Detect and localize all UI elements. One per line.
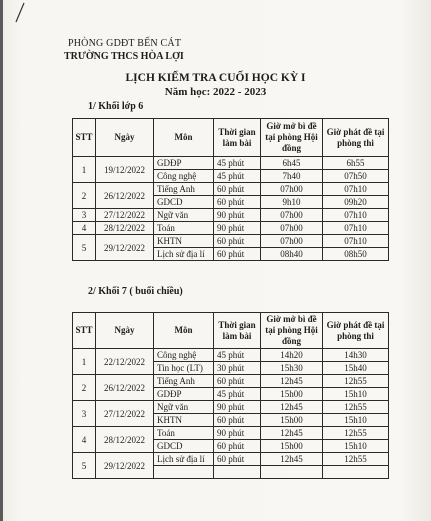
cell-duration: 60 phút: [214, 440, 261, 453]
table-row: [73, 222, 389, 235]
cell-subject: Công nghệ: [154, 170, 214, 183]
cell-duration: 90 phút: [214, 209, 261, 222]
cell-subject: GDĐP: [154, 157, 214, 170]
cell-date: 19/12/2022: [96, 157, 154, 183]
cell-subject: GDCD: [154, 196, 214, 209]
cell-duration: 90 phút: [214, 401, 261, 414]
cell-hand-out-time: 07h10: [323, 235, 389, 248]
cell-subject: Tiếng Anh: [154, 183, 214, 196]
cell-stt: 5: [73, 453, 96, 479]
cell-date: 22/12/2022: [96, 349, 154, 375]
cell-hand-out-time: 12h55: [323, 375, 389, 388]
cell-duration: 90 phút: [214, 427, 261, 440]
cell-hand-out-time: 08h50: [323, 248, 389, 261]
cell-duration: 30 phút: [214, 362, 261, 375]
cell-subject: Tiếng Anh: [154, 375, 214, 388]
cell-date: 27/12/2022: [96, 209, 154, 222]
cell-stt: 4: [73, 427, 96, 453]
cell-subject: [154, 466, 214, 479]
cell-date: 27/12/2022: [96, 401, 154, 427]
cell-subject: Ngữ văn: [154, 209, 214, 222]
cell-date: 29/12/2022: [96, 235, 154, 261]
cell-open-time: 07h00: [261, 235, 323, 248]
table-row: [73, 375, 389, 388]
cell-open-time: 12h45: [261, 401, 323, 414]
cell-stt: 4: [73, 222, 96, 235]
cell-subject: GDĐP: [154, 388, 214, 401]
cell-duration: [214, 466, 261, 479]
cell-hand-out-time: 15h10: [323, 388, 389, 401]
cell-date: 26/12/2022: [96, 375, 154, 401]
table-row: [73, 453, 389, 466]
cell-open-time: 12h45: [261, 427, 323, 440]
cell-duration: 60 phút: [214, 248, 261, 261]
cell-open-time: [261, 466, 323, 479]
cell-hand-out-time: 07h50: [323, 170, 389, 183]
section-heading-grade6: 1/ Khối lớp 6: [88, 101, 144, 112]
col-header-date: Ngày: [96, 313, 154, 349]
cell-stt: 2: [73, 375, 96, 401]
table-row: [73, 349, 389, 362]
cell-subject: Lịch sử địa lí: [154, 248, 214, 261]
cell-duration: 60 phút: [214, 235, 261, 248]
cell-hand-out-time: [323, 466, 389, 479]
cell-subject: Ngữ văn: [154, 401, 214, 414]
cell-hand-out-time: 07h10: [323, 183, 389, 196]
col-header-stt: STT: [73, 313, 96, 349]
cell-date: 29/12/2022: [96, 453, 154, 479]
col-header-hand-out-time: Giờ phát đề tại phòng thi: [323, 119, 389, 157]
cell-hand-out-time: 07h10: [323, 209, 389, 222]
cell-open-time: 07h00: [261, 209, 323, 222]
table-row: [73, 157, 389, 170]
department-name: PHÒNG GDĐT BẾN CÁT: [68, 38, 182, 49]
cell-stt: 5: [73, 235, 96, 261]
cell-duration: 45 phút: [214, 388, 261, 401]
cell-open-time: 7h40: [261, 170, 323, 183]
cell-open-time: 08h40: [261, 248, 323, 261]
col-header-subject: Môn: [154, 119, 214, 157]
table-row: [73, 401, 389, 414]
cell-duration: 45 phút: [214, 157, 261, 170]
cell-open-time: 07h00: [261, 183, 323, 196]
table-row: [73, 235, 389, 248]
cell-duration: 45 phút: [214, 170, 261, 183]
cell-open-time: 12h45: [261, 453, 323, 466]
cell-open-time: 14h20: [261, 349, 323, 362]
cell-duration: 60 phút: [214, 183, 261, 196]
table-row: [73, 209, 389, 222]
cell-duration: 45 phút: [214, 349, 261, 362]
cell-duration: 90 phút: [214, 222, 261, 235]
cell-subject: Tin học (LT): [154, 362, 214, 375]
cell-hand-out-time: 12h55: [323, 401, 389, 414]
cell-hand-out-time: 14h30: [323, 349, 389, 362]
cell-hand-out-time: 6h55: [323, 157, 389, 170]
col-header-open-time: Giờ mở bì đề tại phòng Hội đồng: [261, 119, 323, 157]
cell-date: 28/12/2022: [96, 427, 154, 453]
cell-duration: 60 phút: [214, 196, 261, 209]
cell-stt: 3: [73, 209, 96, 222]
school-year: Năm học: 2022 - 2023: [164, 86, 267, 98]
col-header-stt: STT: [73, 119, 96, 157]
cell-duration: 60 phút: [214, 414, 261, 427]
cell-stt: 2: [73, 183, 96, 209]
col-header-subject: Môn: [154, 313, 214, 349]
cell-stt: 1: [73, 157, 96, 183]
cell-hand-out-time: 15h40: [323, 362, 389, 375]
col-header-duration: Thời gian làm bài: [214, 119, 261, 157]
cell-subject: Toán: [154, 427, 214, 440]
cell-date: 28/12/2022: [96, 222, 154, 235]
cell-open-time: 12h45: [261, 375, 323, 388]
cell-subject: Lịch sử địa lí: [154, 453, 214, 466]
cell-stt: 1: [73, 349, 96, 375]
col-header-duration: Thời gian làm bài: [214, 313, 261, 349]
cell-subject: Toán: [154, 222, 214, 235]
cell-duration: 60 phút: [214, 453, 261, 466]
cell-open-time: 15h30: [261, 362, 323, 375]
col-header-date: Ngày: [96, 119, 154, 157]
table-row: [73, 183, 389, 196]
exam-schedule-table-grade6: [72, 118, 389, 261]
cell-open-time: 15h00: [261, 440, 323, 453]
cell-hand-out-time: 12h55: [323, 453, 389, 466]
exam-schedule-table-grade7: [72, 312, 389, 479]
school-name: TRƯỜNG THCS HÒA LỢI: [64, 51, 184, 62]
cell-hand-out-time: 12h55: [323, 427, 389, 440]
cell-open-time: 6h45: [261, 157, 323, 170]
cell-subject: KHTN: [154, 235, 214, 248]
col-header-open-time: Giờ mở bì đề tại phòng Hội đồng: [261, 313, 323, 349]
cell-hand-out-time: 15h10: [323, 414, 389, 427]
section-heading-grade7: 2/ Khối 7 ( buổi chiều): [88, 286, 183, 297]
col-header-hand-out-time: Giờ phát đề tại phòng thi: [323, 313, 389, 349]
cell-hand-out-time: 07h10: [323, 222, 389, 235]
cell-open-time: 15h00: [261, 388, 323, 401]
cell-hand-out-time: 09h20: [323, 196, 389, 209]
cell-subject: GDCD: [154, 440, 214, 453]
cell-open-time: 07h00: [261, 222, 323, 235]
table-row: [73, 427, 389, 440]
cell-stt: 3: [73, 401, 96, 427]
cell-hand-out-time: 15h10: [323, 440, 389, 453]
cell-date: 26/12/2022: [96, 183, 154, 209]
cell-duration: 60 phút: [214, 375, 261, 388]
cell-open-time: 15h00: [261, 414, 323, 427]
pen-stroke-mark: [13, 2, 27, 24]
cell-subject: Công nghệ: [154, 349, 214, 362]
cell-subject: KHTN: [154, 414, 214, 427]
cell-open-time: 9h10: [261, 196, 323, 209]
document-title: LỊCH KIỂM TRA CUỐI HỌC KỲ I: [125, 72, 306, 84]
